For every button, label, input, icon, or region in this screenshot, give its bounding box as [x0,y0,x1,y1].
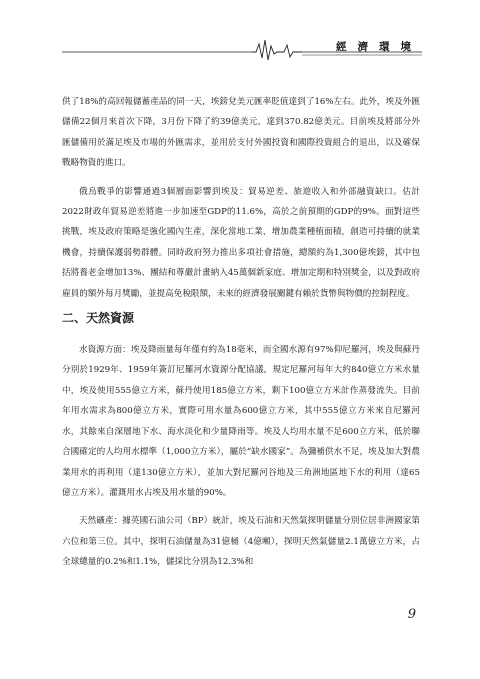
paragraph-war-impact: 俄烏戰爭的影響通過3個層面影響到埃及：貿易逆差、旅遊收入和外部融資缺口。估計2022財政年貿易逆差將進一步加速至GDP的11.6%，高於之前預期的GDP的9%。面對這些挑戰，埃及政府策略是強化國內生產，深化當地工業，增加農業種植面積，創造可持續的就業機會，持續保護弱勢群體。同時政府努力推出多項社會措施，總額約為1,300億埃鎊，其中包括將養老金增加13%、團結和尊嚴計畫納入45萬個新家庭、增加定期和特別獎金，以及對政府雇員的額外每月獎勵，並提高免稅限額，未來的經濟發展關鍵有賴於貨幣與物價的控制程度。 [62,186,420,299]
section-title: 二、天然資源 [62,311,135,326]
paragraph-water-resources: 水資源方面：埃及降雨量每年僅有約為18毫米，而全國水源有97%仰尼羅河，埃及與蘇丹分別於1929年、1959年簽訂尼羅河水資源分配協議，規定尼羅河每年大約840億立方米水量中，埃及使用555億立方米，蘇丹使用185億立方米，剩下100億立方米計作蒸發流失。目前年用水需求為800億立方米，實際可用水量為600億立方米，其中555億立方米來自尼羅河水，其餘來自深層地下水、海水淡化和少量降雨等。埃及人均用水量不足600立方米，低於聯合國確定的人均用水標準（1,000立方米），屬於“缺水國家”。為彌補供水不足，埃及加大對農業用水的再利用（達130億立方米），並加大對尼羅河谷地及三角洲地區地下水的利用（達65億立方米）。灌溉用水占埃及用水量的90%。 [62,345,420,498]
page-number: 9 [407,607,416,622]
paragraph-minerals: 天然礦產：據英國石油公司（BP）統計，埃及石油和天然氣探明儲量分別位居非洲國家第六位和第三位。其中，探明石油儲量為31億桶（4億噸），探明天然氣儲量2.1萬億立方米，占全球總量的0.2%和1.1%，儲採比分別為12.3%和 [62,516,420,568]
paragraph-forex: 供了18%的高回報儲蓄產品的同一天，埃鎊兌美元匯率貶值達到了16%左右。此外，埃及外匯儲備22個月來首次下降，3月份下降了約39億美元，達到370.82億美元。目前埃及將部分外匯儲備用於滿足埃及市場的外匯需求，並用於支付外國投資和國際投資組合的退出，以及確保戰略物資的進口。 [62,97,420,169]
header-title: 經濟環境 [336,41,422,53]
running-header [62,36,422,62]
page-content [62,92,420,573]
